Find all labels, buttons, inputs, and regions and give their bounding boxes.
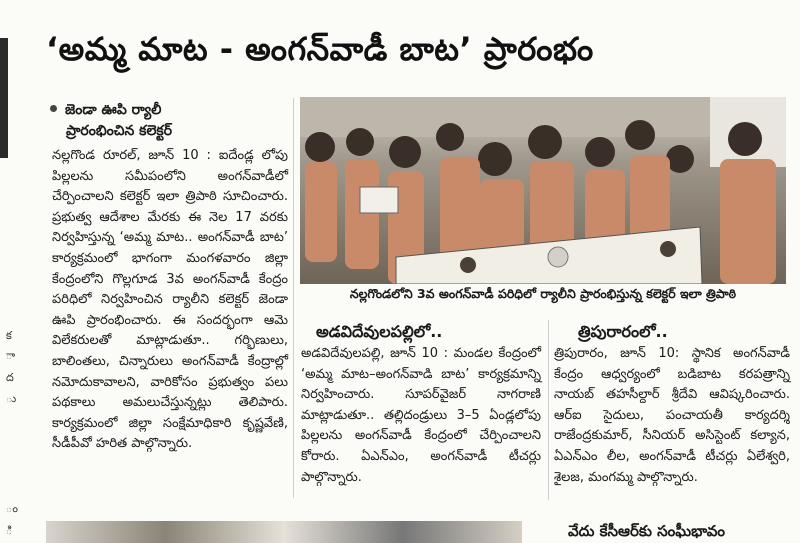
lead-bullet-subhead [46, 100, 284, 121]
lead-bullet-text: జెండా ఊపి ర్యాలీ [65, 102, 162, 118]
bullet-icon [50, 105, 57, 112]
column-rule [293, 98, 294, 498]
next-story-headline: వేదు కేసీఆర్‌కు సంఘీభావం [568, 522, 726, 540]
story-tripuraram [554, 344, 790, 488]
subhead-tripuraram: త్రిపురారంలో.. [578, 322, 668, 341]
story-tripuraram-paragraph: త్రిపురారం, జూన్ 10: స్థానిక అంగన్‌వాడీ కేంద్రం ఆధ్వర్యంలో బడిబాట కరపత్రాన్ని నాయబ్ తహసీల్దార్ శ్రీదేవి ఆవిష్కరించారు. ఆర్ఐ సైదులు, పంచాయతీ కార్యదర్శి రాజేంద్రకుమార్, సీనియర్ అసిస్టెంట్ కల్యాన, ఏఎన్ఎం లీల, అంగన్‌వాడీ టీచర్లు ఏలేశ్వరి, శైలజ, మంగమ్మ పాల్గొన్నారు. [554, 346, 790, 485]
page-headline: ‘అమ్మ మాట - అంగన్‌వాడీ బాట’ ప్రారంభం [46, 30, 594, 68]
lead-bullet-subhead-cont: ప్రారంభించిన కలెక్టర్ [66, 123, 172, 139]
next-story-photo-strip [46, 521, 522, 543]
story-adavidevulapalli [301, 344, 541, 488]
subhead-adavidevulapalli: అడవిదేవులపల్లిలో.. [316, 322, 443, 341]
column-rule [548, 320, 549, 500]
story-adavidevulapalli-paragraph: అడవిదేవులపల్లి, జూన్ 10 : మండల కేంద్రంలో ‘అమ్మ మాట–అంగన్‌వాడి బాట’ కార్యక్రమాన్ని నిర్వహించారు. సూపర్‌వైజర్ నాగరాణి మాట్లాడుతూ.. తల్లిదండ్రులు 3–5 ఏండ్లలోపు పిల్లలను అంగన్‌వాడీ కేంద్రంలో చేర్పించాలని కోరారు. ఏఎన్ఎం, అంగన్‌వాడీ టీచర్లు పాల్గొన్నారు. [301, 346, 541, 485]
rally-photo [300, 97, 786, 284]
lead-body [52, 146, 288, 455]
neighbouring-column-fragment: క ా ద ు ం ి [6, 329, 18, 537]
lead-body-paragraph: నల్లగొండ రూరల్, జూన్ 10 : ఐదేండ్ల లోపు పిల్లలను సమీపంలోని అంగన్‌వాడీలో చేర్పించాలని కలెక్టర్ ఇలా త్రిపాఠి సూచించారు. ప్రభుత్వ ఆదేశాల మేరకు ఈ నెల 17 వరకు నిర్వహిస్తున్న ‘అమ్మ మాట.. అంగన్‌వాడీ బాట’ కార్యక్రమంలో భాగంగా మంగళవారం జిల్లా కేంద్రంలోని గొల్లగూడ 3వ అంగన్‌వాడీ కేంద్రం పరిధిలో నిర్వహించిన ర్యాలీని కలెక్టర్ జెండా ఊపి ప్రారంభించారు. ఈ సందర్భంగా ఆమె విలేకరులతో మాట్లాడుతూ.. గర్భిణులు, బాలింతలు, చిన్నారులు అంగన్‌వాడీ కేంద్రాల్లో నమోదుకావాలని, వారికోసం ప్రభుత్వం పలు పథకాలు అమలుచేస్తున్నట్లు తెలిపారు. కార్యక్రమంలో జిల్లా సంక్షేమాధికారి కృష్ణవేణి, సీడీపీవో హరిత పాల్గొన్నారు. [52, 148, 288, 452]
photo-caption: నల్లగొండలోని 3వ అంగన్‌వాడీ పరిధిలో ర్యాలీని ప్రారంభిస్తున్న కలెక్టర్ ఇలా త్రిపాఠి [349, 286, 737, 301]
rally-photo-illustration [300, 97, 786, 284]
